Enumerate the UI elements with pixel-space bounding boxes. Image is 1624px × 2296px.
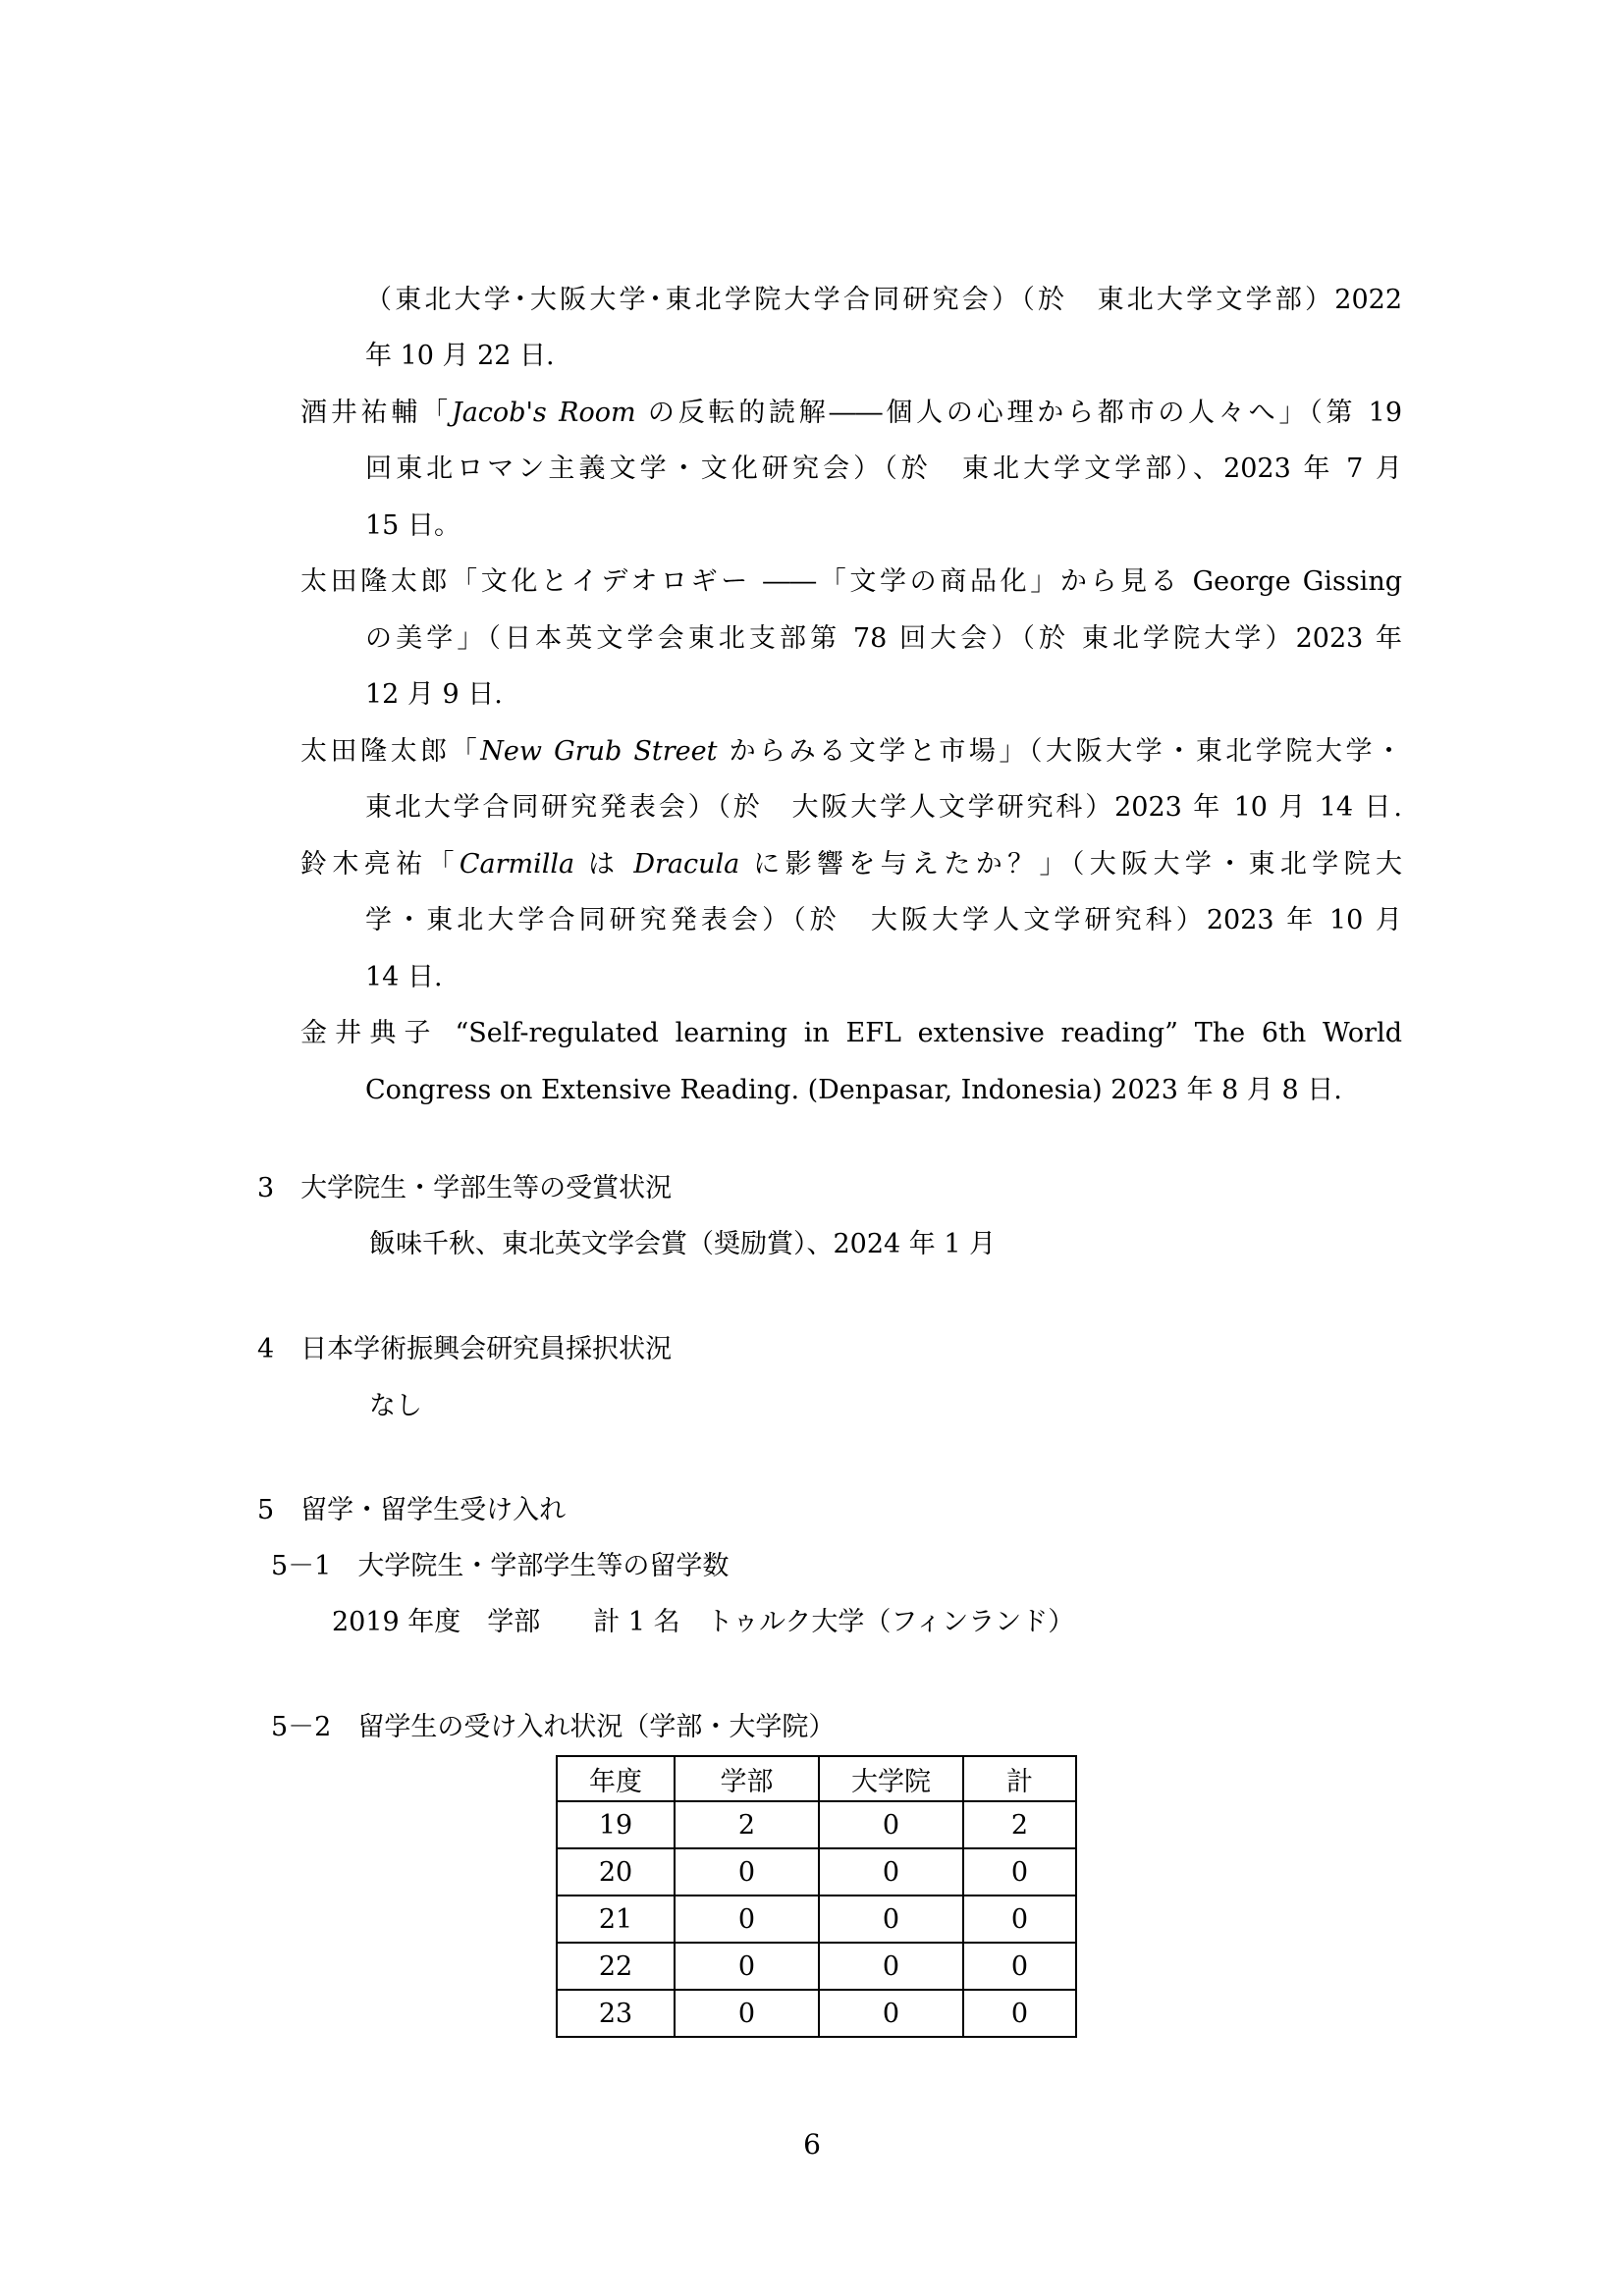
reference-line: の美学」（日本英文学会東北支部第 78 回大会）（於 東北学院大学）2023 年: [365, 623, 1402, 654]
reference-title: New Grub Street: [480, 736, 718, 767]
section-body: なし: [369, 1391, 422, 1421]
reference-title: Jacob's Room: [451, 398, 636, 428]
exchange-students-table: [556, 1755, 1077, 2038]
reference-line: 学・東北大学合同研究発表会）（於 大阪大学人文学研究科）2023 年 10 月: [365, 905, 1402, 935]
table-header-cell: 大学院: [819, 1756, 963, 1801]
reference-line: [300, 391, 1402, 429]
table-row: [557, 1990, 1076, 2037]
reference-line: Congress on Extensive Reading. (Denpasar, Indonesia) 2023 年 8 月 8 日.: [365, 1075, 1342, 1105]
table-cell: 0: [963, 1848, 1076, 1896]
subsection-heading: 5－2 留学生の受け入れ状況（学部・大学院）: [271, 1712, 836, 1742]
reference-author: 酒井祐輔「: [300, 398, 452, 428]
table-header-row: [557, 1756, 1076, 1801]
table-cell: 22: [557, 1943, 675, 1990]
table-header-cell: 年度: [557, 1756, 675, 1801]
section-heading: 5 留学・留学生受け入れ: [257, 1495, 567, 1525]
table-cell: 0: [963, 1896, 1076, 1943]
table-row: [557, 1943, 1076, 1990]
reference-line: [300, 729, 1402, 768]
table-cell: 20: [557, 1848, 675, 1896]
section-body: 2019 年度 学部 計 1 名 トゥルク大学（フィンランド）: [332, 1607, 1075, 1637]
table-cell: 2: [675, 1801, 819, 1848]
reference-text: の反転的読解――個人の心理から都市の人々へ」（第 19: [635, 398, 1403, 428]
table-cell: 0: [675, 1848, 819, 1896]
table-cell: 21: [557, 1896, 675, 1943]
reference-author: 太田隆太郎「: [300, 736, 481, 767]
reference-text: からみる文学と市場」（大阪大学・東北学院大学・: [717, 736, 1403, 767]
table-cell: 0: [675, 1943, 819, 1990]
table-cell: 0: [675, 1896, 819, 1943]
table-cell: 0: [963, 1990, 1076, 2037]
section-heading: 4 日本学術振興会研究員採択状況: [257, 1334, 673, 1364]
reference-text: に影響を与えたか？」（大阪大学・東北学院大: [739, 849, 1403, 880]
table-row: [557, 1801, 1076, 1848]
reference-line: 年 10 月 22 日.: [365, 341, 555, 371]
section-body: 飯味千秋、東北英文学会賞（奨励賞）、2024 年 1 月: [369, 1229, 997, 1259]
table-row: [557, 1896, 1076, 1943]
reference-line: [300, 842, 1402, 881]
subsection-heading: 5－1 大学院生・学部学生等の留学数: [271, 1551, 730, 1581]
reference-line: （東北大学･大阪大学･東北学院大学合同研究会）（於 東北大学文学部）2022: [365, 285, 1402, 315]
table-cell: 0: [819, 1848, 963, 1896]
reference-line: 15 日。: [365, 510, 460, 541]
section-heading: 3 大学院生・学部生等の受賞状況: [257, 1173, 673, 1203]
reference-line: 東北大学合同研究発表会）（於 大阪大学人文学研究科）2023 年 10 月 14 日.: [365, 792, 1402, 823]
reference-title: Carmilla: [459, 849, 575, 880]
table-cell: 0: [819, 1990, 963, 2037]
reference-line: 回東北ロマン主義文学・文化研究会）（於 東北大学文学部）、2023 年 7 月: [365, 454, 1402, 484]
reference-line: 14 日.: [365, 962, 443, 992]
reference-line: 太田隆太郎「文化とイデオロギー ――「文学の商品化」から見る George Gissing: [300, 566, 1402, 597]
table-cell: 23: [557, 1990, 675, 2037]
table-row: [557, 1848, 1076, 1896]
table-header-cell: 計: [963, 1756, 1076, 1801]
table-cell: 0: [819, 1801, 963, 1848]
table-header-cell: 学部: [675, 1756, 819, 1801]
table-cell: 0: [675, 1990, 819, 2037]
reference-title: Dracula: [633, 849, 740, 880]
reference-line: 金井典子 “Self-regulated learning in EFL extensive reading” The 6th World: [300, 1018, 1402, 1048]
page-number: 6: [803, 2128, 821, 2161]
table-cell: 0: [819, 1943, 963, 1990]
reference-line: 12 月 9 日.: [365, 679, 503, 710]
table-cell: 0: [963, 1943, 1076, 1990]
table-cell: 19: [557, 1801, 675, 1848]
reference-author: 鈴木亮祐「: [300, 849, 460, 880]
reference-text: は: [574, 849, 634, 880]
table-cell: 2: [963, 1801, 1076, 1848]
table-cell: 0: [819, 1896, 963, 1943]
